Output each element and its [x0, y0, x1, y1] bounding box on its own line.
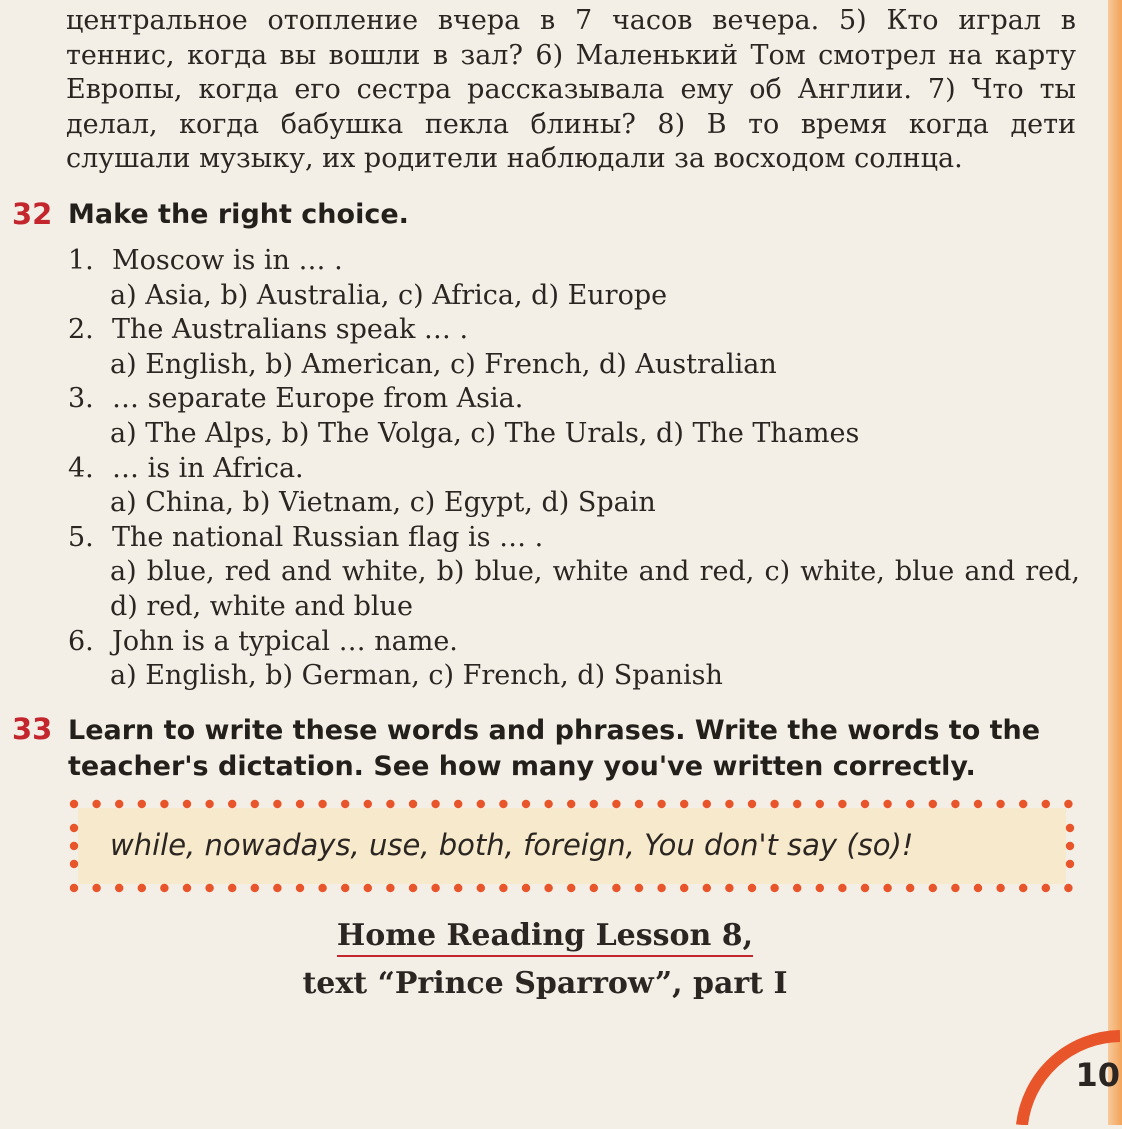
border-dot: [906, 884, 914, 892]
border-dot: [251, 884, 259, 892]
border-dot: [1064, 800, 1072, 808]
border-dot: [499, 884, 507, 892]
question-number: 3.: [68, 383, 94, 415]
border-dot: [92, 884, 100, 892]
border-dot: [1019, 800, 1027, 808]
border-dot: [838, 800, 846, 808]
border-dot: [409, 800, 417, 808]
border-dot: [183, 800, 191, 808]
border-dot: [974, 884, 982, 892]
border-dot: [522, 800, 530, 808]
border-dot: [228, 800, 236, 808]
border-dot: [160, 800, 168, 808]
answer-options: a) The Alps, b) The Volga, c) The Urals, d) The Thames: [110, 417, 860, 449]
vocabulary-words: while, nowadays, use, both, foreign, You don't say (so)!: [110, 828, 914, 862]
border-dot: [477, 800, 485, 808]
border-dot: [770, 884, 778, 892]
border-dot: [951, 800, 959, 808]
question-number: 2.: [68, 314, 94, 346]
border-dot: [70, 800, 78, 808]
border-dot: [748, 800, 756, 808]
border-dot: [680, 800, 688, 808]
border-dot: [341, 884, 349, 892]
border-dot: [883, 800, 891, 808]
border-dot: [748, 884, 756, 892]
border-dot: [1042, 800, 1050, 808]
border-dot: [793, 800, 801, 808]
border-dot: [251, 800, 259, 808]
border-dot: [725, 884, 733, 892]
exercise-32-number: 32: [12, 197, 53, 231]
border-dot: [273, 800, 281, 808]
border-dot: [951, 884, 959, 892]
question-text: The Australians speak … .: [112, 314, 469, 346]
border-dot: [974, 800, 982, 808]
border-dot: [567, 800, 575, 808]
question-item: [68, 313, 1080, 382]
border-dot: [861, 884, 869, 892]
border-dot: [612, 884, 620, 892]
border-dot: [929, 884, 937, 892]
border-dot: [70, 824, 78, 832]
border-dot: [612, 800, 620, 808]
border-dot: [861, 800, 869, 808]
border-dot: [725, 800, 733, 808]
border-dot: [635, 884, 643, 892]
question-item: [68, 244, 1080, 313]
question-line: [68, 313, 1080, 348]
border-dot: [499, 800, 507, 808]
home-reading-text-title: text “Prince Sparrow”, part I: [302, 966, 788, 1001]
border-dot: [364, 884, 372, 892]
border-dot: [160, 884, 168, 892]
border-dot: [273, 884, 281, 892]
question-item: [68, 382, 1080, 451]
border-dot: [296, 884, 304, 892]
border-dot: [1066, 824, 1074, 832]
vocabulary-box: [64, 792, 1080, 900]
border-dot: [793, 884, 801, 892]
question-text: John is a typical … name.: [112, 625, 458, 657]
question-text: … is in Africa.: [112, 452, 304, 484]
border-dot: [318, 800, 326, 808]
border-dot: [522, 884, 530, 892]
border-dot: [1019, 884, 1027, 892]
question-item: [68, 521, 1080, 625]
border-dot: [454, 800, 462, 808]
border-dot: [409, 884, 417, 892]
home-reading-lesson: Home Reading Lesson 8,: [337, 918, 753, 957]
border-dot: [703, 800, 711, 808]
border-dot: [838, 884, 846, 892]
border-dot: [341, 800, 349, 808]
border-dot: [657, 884, 665, 892]
exercise-32-title: Make the right choice.: [68, 199, 409, 230]
question-line: [68, 382, 1080, 417]
border-dot: [996, 800, 1004, 808]
question-text: The national Russian flag is … .: [112, 521, 544, 553]
border-dot: [70, 842, 78, 850]
question-number: 5.: [68, 521, 94, 553]
border-dot: [138, 884, 146, 892]
border-dot: [228, 884, 236, 892]
border-dot: [70, 860, 78, 868]
border-dot: [680, 884, 688, 892]
answer-options: a) English, b) American, c) French, d) Australian: [110, 348, 777, 380]
border-dot: [364, 800, 372, 808]
border-dot: [1066, 860, 1074, 868]
border-dot: [205, 800, 213, 808]
border-dot: [906, 800, 914, 808]
answer-options: a) English, b) German, c) French, d) Spanish: [110, 660, 723, 692]
border-dot: [296, 800, 304, 808]
border-dot: [816, 884, 824, 892]
answer-options: a) blue, red and white, b) blue, white and red, c) white, blue and red, d) red, white and blue: [110, 556, 1080, 622]
border-dot: [929, 800, 937, 808]
border-dot: [635, 800, 643, 808]
question-line: [68, 452, 1080, 487]
home-reading-title: [0, 918, 1090, 953]
border-dot: [567, 884, 575, 892]
border-dot: [544, 884, 552, 892]
border-dot: [1064, 884, 1072, 892]
question-number: 4.: [68, 452, 94, 484]
border-dot: [92, 800, 100, 808]
border-dot: [657, 800, 665, 808]
border-dot: [115, 800, 123, 808]
border-dot: [1042, 884, 1050, 892]
border-dot: [1066, 842, 1074, 850]
question-line: [68, 244, 1080, 279]
border-dot: [816, 800, 824, 808]
question-number: 1.: [68, 245, 94, 276]
border-dot: [205, 884, 213, 892]
answer-options: a) China, b) Vietnam, c) Egypt, d) Spain: [110, 487, 656, 519]
border-dot: [703, 884, 711, 892]
border-dot: [996, 884, 1004, 892]
page-number: 10: [1075, 1056, 1120, 1094]
border-dot: [770, 800, 778, 808]
page-edge-strip: [1108, 0, 1122, 1125]
question-item: [68, 452, 1080, 521]
border-dot: [590, 884, 598, 892]
question-text: Moscow is in … .: [112, 245, 343, 276]
border-dot: [115, 884, 123, 892]
answer-options: a) Asia, b) Australia, c) Africa, d) Europe: [110, 279, 668, 311]
border-dot: [70, 884, 78, 892]
question-text: … separate Europe from Asia.: [112, 383, 524, 415]
exercise-33-number: 33: [12, 712, 53, 746]
question-line: [68, 521, 1080, 556]
border-dot: [386, 800, 394, 808]
border-dot: [477, 884, 485, 892]
question-item: [68, 625, 1080, 694]
border-dot: [883, 884, 891, 892]
border-dot: [318, 884, 326, 892]
border-dot: [183, 884, 191, 892]
exercise-33-title-line1: Learn to write these words and phrases. Write the words to the: [68, 715, 1041, 746]
page-number-badge: [992, 1022, 1122, 1125]
exercise-33-title-line2: teacher's dictation. See how many you've written correctly.: [68, 751, 976, 782]
border-dot: [431, 800, 439, 808]
border-dot: [431, 884, 439, 892]
border-dot: [544, 800, 552, 808]
border-dot: [590, 800, 598, 808]
question-list: [68, 244, 1080, 694]
question-number: 6.: [68, 625, 94, 657]
russian-paragraph: центральное отопление вчера в 7 часов вечера. 5) Кто играл в теннис, когда вы вошли в зал? 6) Маленький Том смотрел на карту Европы, когда его сестра рассказывала ему об Англии. 7) Что ты делал, когда бабушка пекла блины? 8) В то время когда дети слушали музыку, их родители наблюдали за восходом солнца.: [66, 5, 1076, 174]
border-dot: [454, 884, 462, 892]
question-line: [68, 625, 1080, 660]
border-dot: [386, 884, 394, 892]
border-dot: [138, 800, 146, 808]
